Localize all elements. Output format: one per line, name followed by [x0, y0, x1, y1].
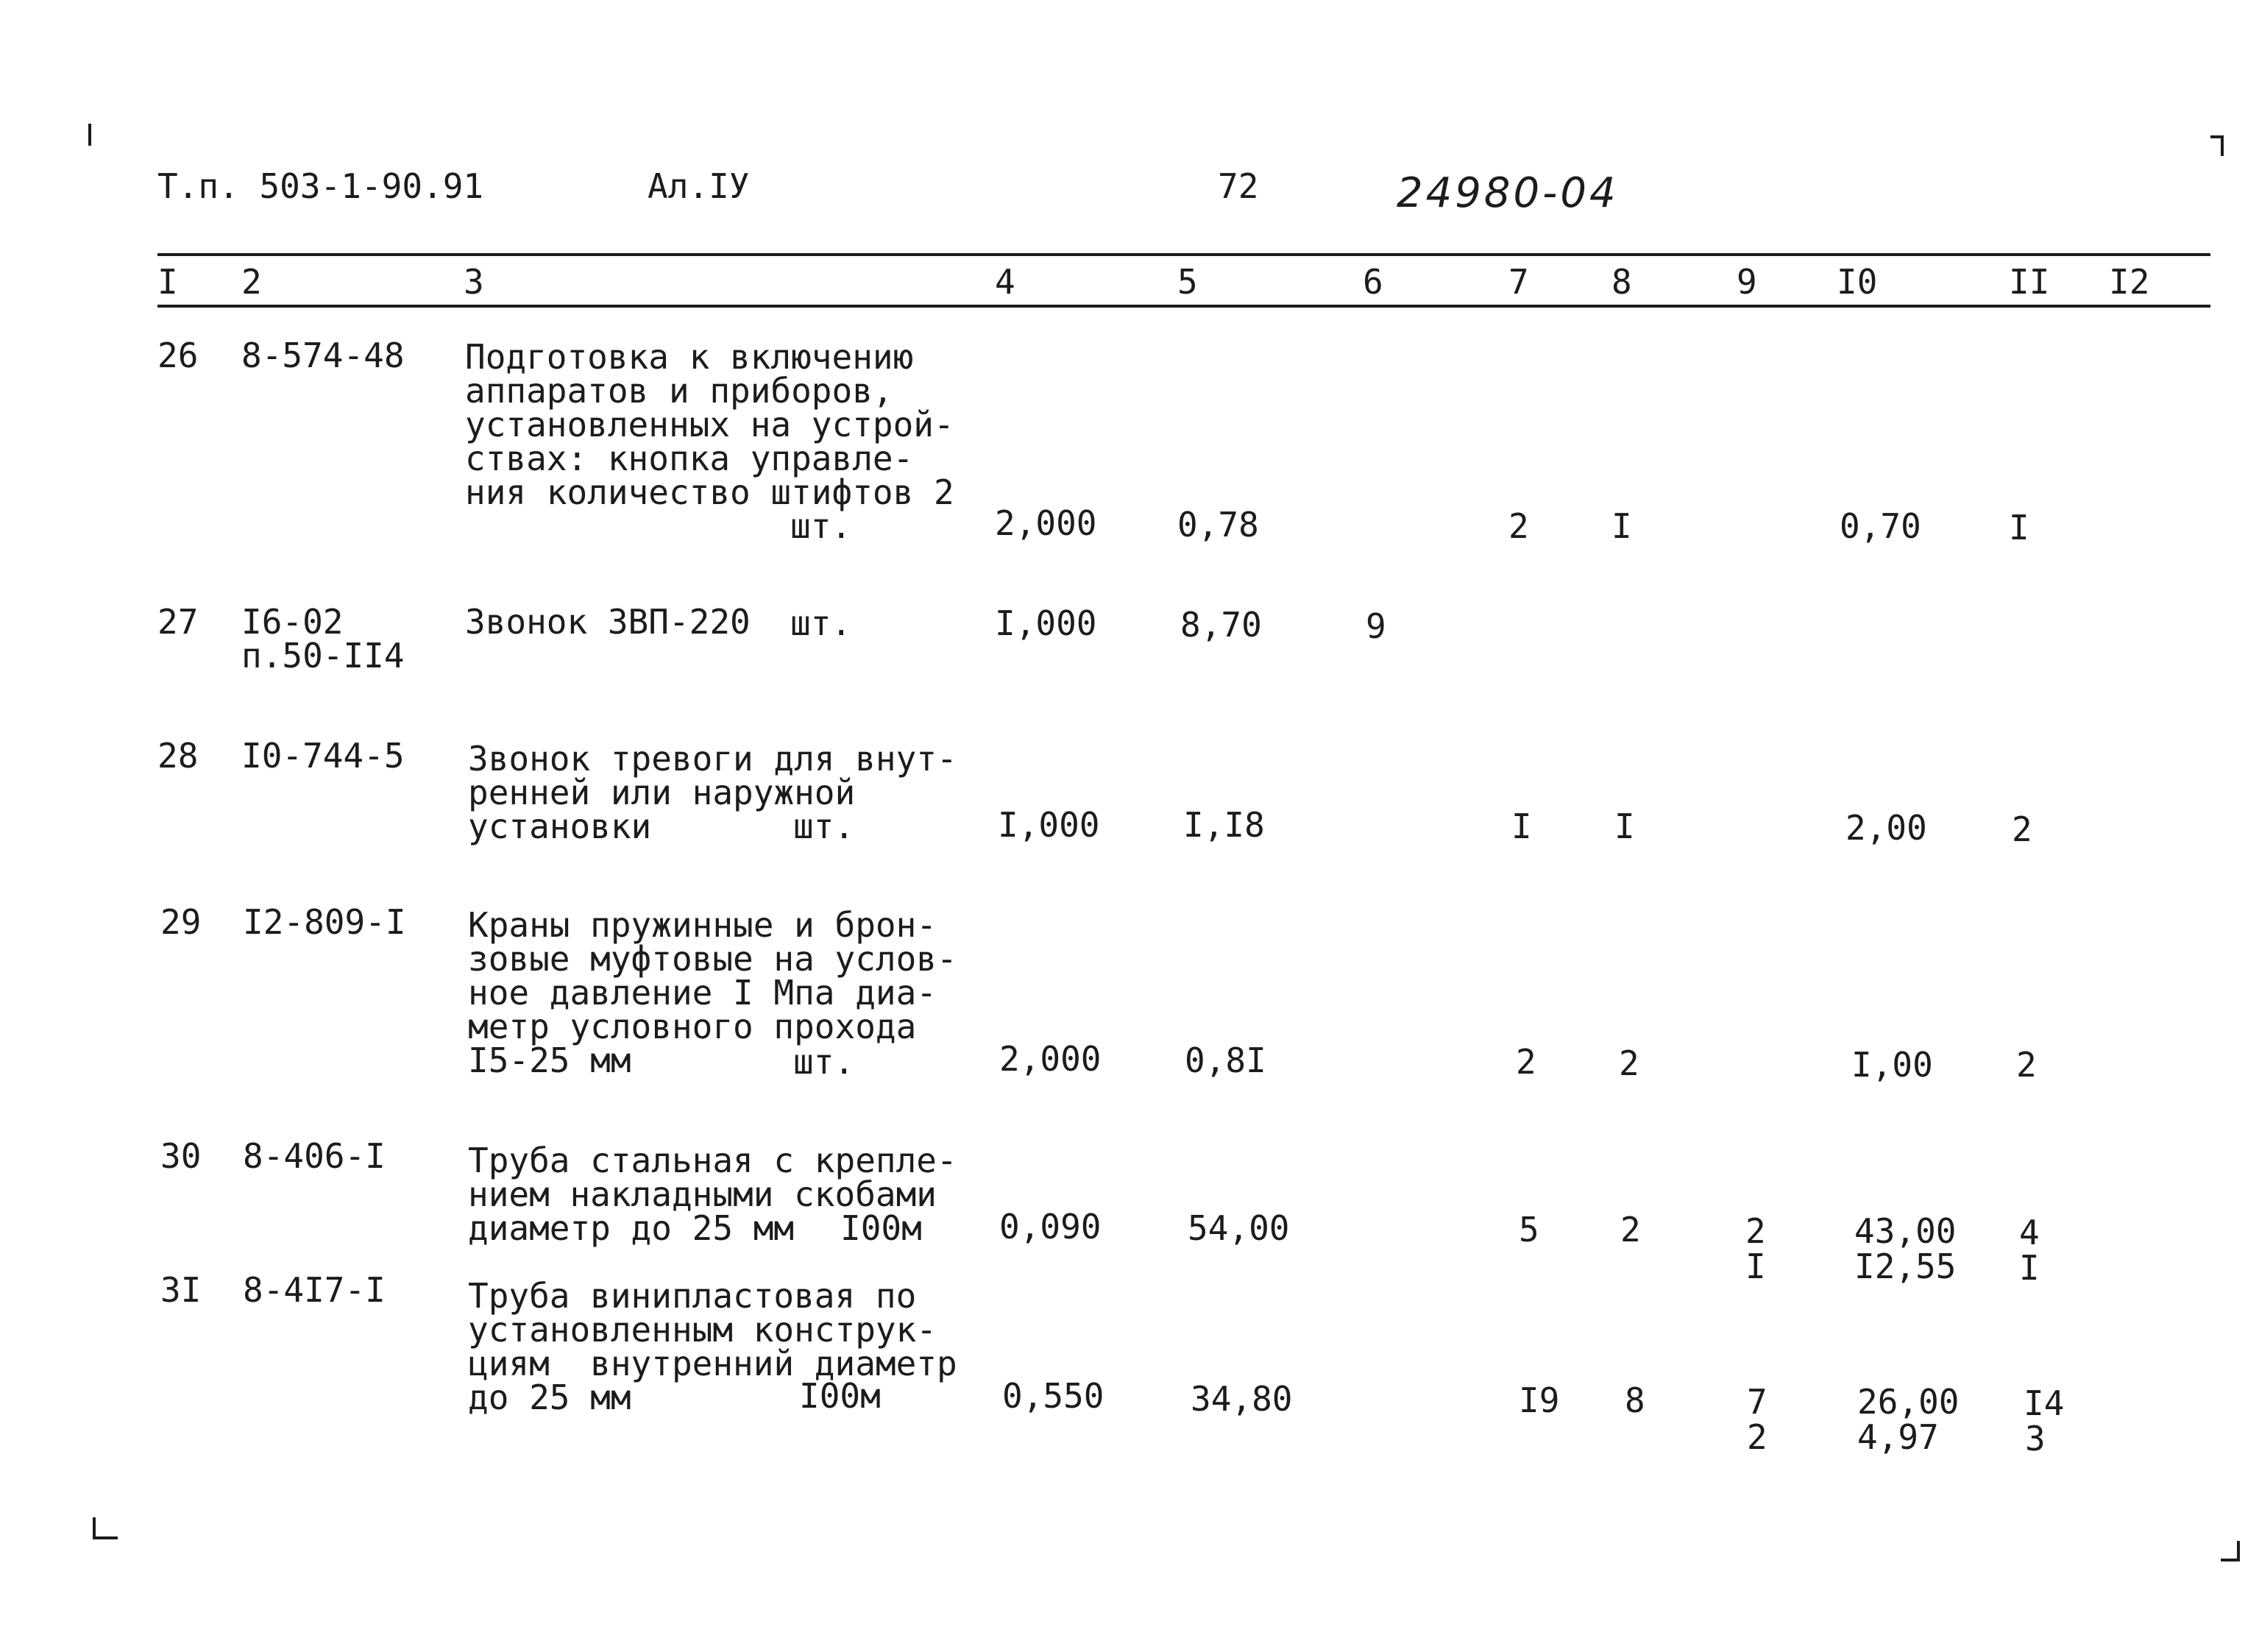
- row-col-7: I9: [1519, 1380, 1560, 1420]
- row-number: 30: [160, 1136, 202, 1176]
- corner-mark-top-left: [88, 124, 91, 146]
- row-col-8: 2: [1620, 1210, 1641, 1249]
- row-col-4: I,000: [995, 603, 1097, 643]
- row-code: 8-574-48: [241, 336, 405, 375]
- row-description: метр условного прохода: [468, 1007, 917, 1046]
- row-description: аппаратов и приборов,: [465, 371, 893, 411]
- column-number: 9: [1737, 262, 1757, 302]
- row-col-11: I: [2009, 508, 2029, 547]
- column-number: 6: [1363, 262, 1383, 302]
- column-number: 7: [1508, 262, 1529, 302]
- row-description: I5-25 мм: [468, 1041, 631, 1080]
- row-col-7: 2: [1508, 506, 1529, 546]
- row-col-5: 0,78: [1177, 505, 1259, 545]
- row-col-9: 7: [1747, 1382, 1767, 1422]
- row-col-4: I,000: [998, 805, 1100, 845]
- row-description: ния количество штифтов 2: [465, 472, 954, 512]
- row-col-5: 8,70: [1180, 605, 1262, 645]
- row-description: нием накладными скобами: [468, 1174, 937, 1214]
- row-unit: I00м: [799, 1376, 881, 1416]
- column-number: I: [157, 262, 178, 302]
- row-col-11: 4: [2019, 1213, 2040, 1252]
- row-unit: шт.: [790, 603, 852, 643]
- album-label: Ал.IУ: [648, 166, 750, 206]
- row-code: 8-4I7-I: [243, 1270, 386, 1310]
- row-col-5: 0,8I: [1185, 1041, 1266, 1080]
- row-code: п.50-II4: [241, 636, 405, 676]
- row-col-8: I: [1611, 506, 1632, 546]
- row-col-11: I4: [2024, 1383, 2065, 1423]
- row-code: I2-809-I: [243, 902, 406, 942]
- row-description: диаметр до 25 мм: [468, 1208, 795, 1248]
- row-col-8: 8: [1625, 1380, 1645, 1420]
- row-col-10: 26,00: [1857, 1382, 1960, 1422]
- column-number: 2: [241, 262, 262, 302]
- column-number: I0: [1837, 262, 1878, 302]
- column-number: 3: [464, 262, 484, 302]
- row-col-7: 2: [1516, 1042, 1536, 1082]
- row-description: до 25 мм: [468, 1378, 631, 1417]
- row-number: 28: [157, 736, 199, 776]
- row-col-9: 2: [1745, 1211, 1766, 1251]
- row-col-6: 9: [1366, 606, 1386, 646]
- row-number: 29: [160, 902, 202, 942]
- row-col-11: I: [2019, 1248, 2040, 1288]
- row-description: Труба стальная с крепле-: [468, 1141, 957, 1180]
- row-description: Звонок тревоги для внут-: [468, 739, 957, 779]
- row-col-4: 0,090: [999, 1207, 1102, 1247]
- row-col-11: 2: [2016, 1045, 2037, 1085]
- row-col-10: I2,55: [1854, 1247, 1957, 1286]
- corner-mark-top-right: [2221, 135, 2224, 156]
- row-col-9: I: [1745, 1247, 1766, 1286]
- row-col-7: 5: [1519, 1210, 1539, 1249]
- row-code: I6-02: [241, 602, 344, 642]
- row-col-11: 3: [2025, 1419, 2046, 1458]
- corner-mark-bottom-right: [2221, 1559, 2240, 1561]
- column-number: 8: [1611, 262, 1632, 302]
- row-col-5: 54,00: [1188, 1208, 1290, 1248]
- row-description: установленным конструк-: [468, 1310, 937, 1350]
- column-number: 5: [1177, 262, 1198, 302]
- row-col-10: 0,70: [1840, 506, 1921, 546]
- row-col-5: I,I8: [1183, 805, 1265, 845]
- column-number: II: [2009, 262, 2050, 302]
- row-unit: шт.: [793, 806, 855, 846]
- row-col-9: 2: [1747, 1417, 1767, 1457]
- corner-mark-bottom-left: [93, 1536, 118, 1539]
- row-description: Труба винипластовая по: [468, 1276, 917, 1316]
- row-code: 8-406-I: [243, 1136, 386, 1176]
- row-description: циям внутренний диаметр: [468, 1344, 957, 1383]
- row-col-8: I: [1614, 806, 1635, 846]
- row-col-10: 43,00: [1854, 1211, 1957, 1251]
- row-description: Краны пружинные и брон-: [468, 905, 937, 945]
- row-number: 3I: [160, 1270, 202, 1310]
- row-number: 26: [157, 336, 199, 375]
- row-col-4: 2,000: [995, 503, 1097, 543]
- row-description: Подготовка к включению: [465, 337, 914, 377]
- table-header-rule: [157, 305, 2210, 308]
- row-col-10: 2,00: [1845, 808, 1927, 848]
- row-col-8: 2: [1619, 1043, 1639, 1083]
- row-col-4: 0,550: [1002, 1376, 1104, 1416]
- row-number: 27: [157, 602, 199, 642]
- row-col-11: 2: [2012, 809, 2032, 849]
- row-description: Звонок ЗВП-220: [465, 602, 751, 642]
- row-unit: шт.: [793, 1042, 855, 1082]
- table-top-rule: [157, 253, 2210, 256]
- row-unit: шт.: [790, 506, 852, 546]
- row-col-7: I: [1511, 806, 1532, 846]
- row-col-10: 4,97: [1857, 1417, 1939, 1457]
- column-number: I2: [2109, 262, 2150, 302]
- column-number: 4: [995, 262, 1015, 302]
- row-description: установленных на устрой-: [465, 405, 954, 444]
- row-description: ствах: кнопка управле-: [465, 439, 914, 478]
- row-description: ренней или наружной: [468, 773, 856, 812]
- document-code: 24980-04: [1397, 169, 1619, 217]
- project-code: Т.п. 503-1-90.91: [157, 166, 484, 206]
- row-col-4: 2,000: [999, 1039, 1102, 1079]
- row-description: зовые муфтовые на услов-: [468, 939, 957, 979]
- row-unit: I00м: [840, 1208, 922, 1248]
- row-description: ное давление I Мпа диа-: [468, 973, 937, 1013]
- row-description: установки: [468, 806, 652, 846]
- page-number: 72: [1218, 166, 1259, 206]
- row-col-10: I,00: [1851, 1045, 1933, 1085]
- row-col-5: 34,80: [1191, 1379, 1293, 1419]
- row-code: I0-744-5: [241, 736, 405, 776]
